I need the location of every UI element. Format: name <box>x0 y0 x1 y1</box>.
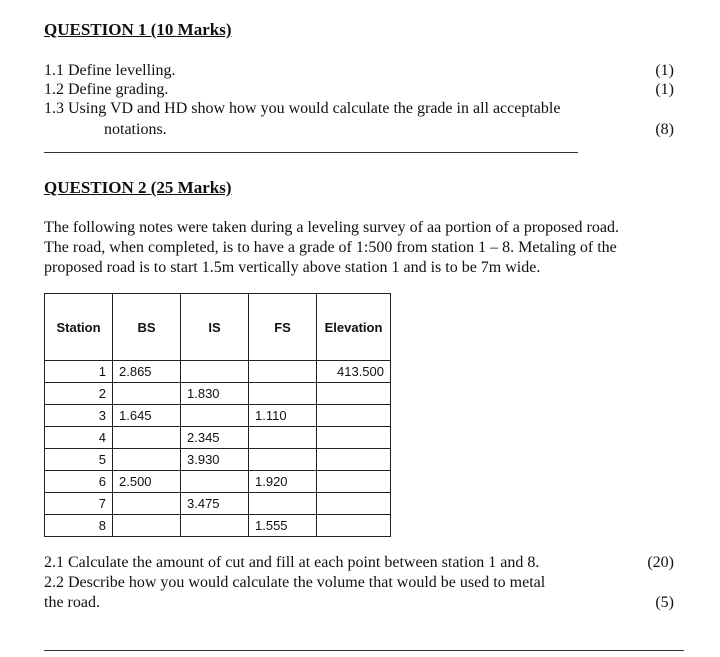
table-row <box>45 383 391 405</box>
cell-fs: 1.555 <box>249 515 317 537</box>
cell-bs <box>113 427 181 449</box>
cell-bs <box>113 383 181 405</box>
cell-is: 2.345 <box>181 427 249 449</box>
table-row <box>45 449 391 471</box>
header-elevation: Elevation <box>317 294 391 361</box>
cell-station: 1 <box>45 361 113 383</box>
cell-fs <box>249 427 317 449</box>
cell-station: 5 <box>45 449 113 471</box>
table-row <box>45 493 391 515</box>
cell-station: 3 <box>45 405 113 427</box>
table-row <box>45 427 391 449</box>
table-row <box>45 405 391 427</box>
q2-intro-line-1: The following notes were taken during a leveling survey of aa portion of a proposed road. <box>44 219 619 236</box>
section-divider <box>44 152 578 153</box>
cell-fs <box>249 449 317 471</box>
cell-bs: 2.500 <box>113 471 181 493</box>
question-2-heading: QUESTION 2 (25 Marks) <box>44 178 232 197</box>
table-row <box>45 471 391 493</box>
cell-station: 2 <box>45 383 113 405</box>
table-row <box>45 361 391 383</box>
cell-station: 7 <box>45 493 113 515</box>
q2-item-2-marks: (5) <box>655 594 674 611</box>
cell-is <box>181 405 249 427</box>
cell-is <box>181 515 249 537</box>
q1-item-2: 1.2 Define grading. <box>44 81 169 98</box>
cell-fs <box>249 493 317 515</box>
cell-elevation <box>317 493 391 515</box>
question-1-heading: QUESTION 1 (10 Marks) <box>44 20 232 39</box>
cell-elevation <box>317 383 391 405</box>
cell-elevation <box>317 449 391 471</box>
cell-station: 8 <box>45 515 113 537</box>
cell-is: 1.830 <box>181 383 249 405</box>
q2-intro-line-3: proposed road is to start 1.5m vertically above station 1 and is to be 7m wide. <box>44 259 541 276</box>
cell-elevation <box>317 471 391 493</box>
cell-bs: 2.865 <box>113 361 181 383</box>
header-fs: FS <box>249 294 317 361</box>
q1-item-3: 1.3 Using VD and HD show how you would calculate the grade in all acceptable <box>44 100 561 117</box>
cell-elevation <box>317 427 391 449</box>
cell-fs <box>249 383 317 405</box>
levelling-survey-table <box>44 293 391 537</box>
q2-item-1-marks: (20) <box>647 554 674 571</box>
cell-fs <box>249 361 317 383</box>
cell-fs: 1.110 <box>249 405 317 427</box>
q1-item-1-marks: (1) <box>655 62 674 79</box>
table-row <box>45 515 391 537</box>
cell-bs <box>113 493 181 515</box>
cell-is: 3.475 <box>181 493 249 515</box>
q2-intro-paragraph <box>44 218 664 278</box>
bottom-divider <box>44 650 684 651</box>
cell-elevation: 413.500 <box>317 361 391 383</box>
q1-item-3-marks: (8) <box>655 121 674 138</box>
cell-fs: 1.920 <box>249 471 317 493</box>
cell-is <box>181 361 249 383</box>
table-header-row <box>45 294 391 361</box>
q2-item-2: 2.2 Describe how you would calculate the volume that would be used to metal <box>44 574 546 591</box>
cell-elevation <box>317 405 391 427</box>
cell-elevation <box>317 515 391 537</box>
cell-bs: 1.645 <box>113 405 181 427</box>
header-is: IS <box>181 294 249 361</box>
q2-intro-line-2: The road, when completed, is to have a grade of 1:500 from station 1 – 8. Metaling of the <box>44 239 617 256</box>
cell-bs <box>113 515 181 537</box>
cell-station: 4 <box>45 427 113 449</box>
cell-station: 6 <box>45 471 113 493</box>
cell-is: 3.930 <box>181 449 249 471</box>
cell-is <box>181 471 249 493</box>
header-bs: BS <box>113 294 181 361</box>
q1-item-3-continued: notations. <box>104 121 167 138</box>
q1-item-1: 1.1 Define levelling. <box>44 62 176 79</box>
q2-item-1: 2.1 Calculate the amount of cut and fill at each point between station 1 and 8. <box>44 554 540 571</box>
header-station: Station <box>45 294 113 361</box>
q2-item-2-continued: the road. <box>44 594 100 611</box>
cell-bs <box>113 449 181 471</box>
q1-item-2-marks: (1) <box>655 81 674 98</box>
